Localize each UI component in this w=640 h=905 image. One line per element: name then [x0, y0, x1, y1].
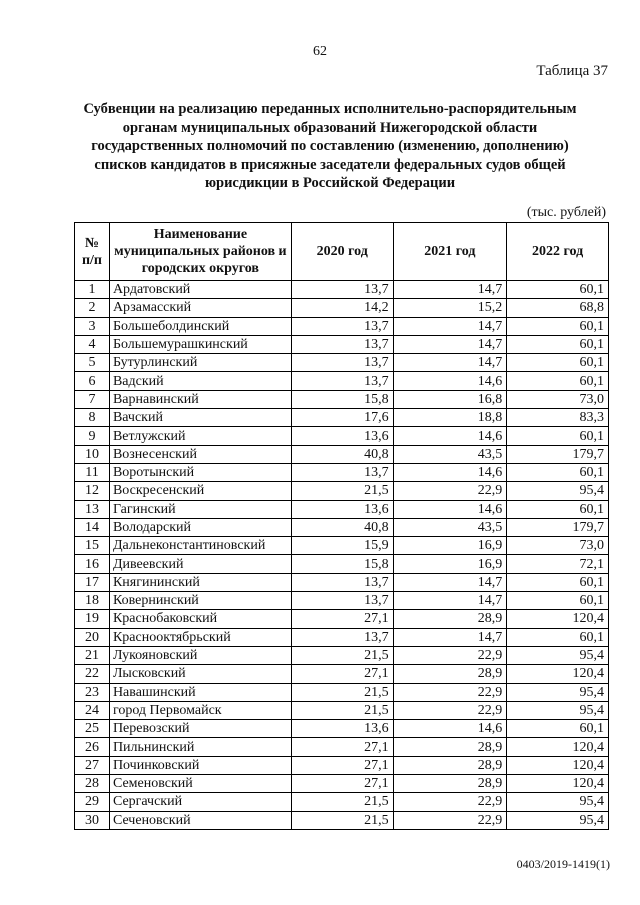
value-2022: 60,1 — [507, 372, 609, 390]
value-2022: 60,1 — [507, 354, 609, 372]
table-body — [75, 281, 609, 830]
value-2022: 95,4 — [507, 482, 609, 500]
district-name: Лукояновский — [109, 646, 291, 664]
value-2020: 21,5 — [291, 793, 393, 811]
value-2022: 60,1 — [507, 628, 609, 646]
district-name: Воскресенский — [109, 482, 291, 500]
district-name: Большемурашкинский — [109, 335, 291, 353]
district-name: Сеченовский — [109, 811, 291, 829]
header-2021: 2021 год — [393, 223, 507, 281]
value-2020: 13,6 — [291, 720, 393, 738]
district-name: Ковернинский — [109, 592, 291, 610]
value-2021: 14,7 — [393, 628, 507, 646]
value-2022: 179,7 — [507, 445, 609, 463]
value-2022: 120,4 — [507, 775, 609, 793]
table-row — [75, 646, 609, 664]
value-2020: 21,5 — [291, 482, 393, 500]
table-row — [75, 610, 609, 628]
value-2020: 13,7 — [291, 628, 393, 646]
row-number: 13 — [75, 500, 110, 518]
value-2022: 60,1 — [507, 335, 609, 353]
value-2022: 73,0 — [507, 537, 609, 555]
value-2021: 14,6 — [393, 463, 507, 481]
value-2022: 95,4 — [507, 646, 609, 664]
district-name: Пильнинский — [109, 738, 291, 756]
district-name: Вачский — [109, 409, 291, 427]
row-number: 20 — [75, 628, 110, 646]
district-name: Дивеевский — [109, 555, 291, 573]
header-name: Наименование муниципальных районов и городских округов — [109, 223, 291, 281]
table-row — [75, 335, 609, 353]
row-number: 5 — [75, 354, 110, 372]
table-row — [75, 720, 609, 738]
row-number: 26 — [75, 738, 110, 756]
value-2022: 95,4 — [507, 701, 609, 719]
row-number: 1 — [75, 281, 110, 299]
district-name: Княгининский — [109, 573, 291, 591]
value-2020: 14,2 — [291, 299, 393, 317]
value-2022: 95,4 — [507, 683, 609, 701]
value-2022: 120,4 — [507, 665, 609, 683]
value-2020: 13,7 — [291, 317, 393, 335]
value-2021: 22,9 — [393, 646, 507, 664]
value-2020: 27,1 — [291, 775, 393, 793]
district-name: город Первомайск — [109, 701, 291, 719]
district-name: Гагинский — [109, 500, 291, 518]
value-2021: 14,7 — [393, 354, 507, 372]
value-2020: 21,5 — [291, 701, 393, 719]
value-2020: 13,7 — [291, 354, 393, 372]
document-code: 0403/2019-1419(1) — [516, 857, 610, 871]
header-2022: 2022 год — [507, 223, 609, 281]
value-2022: 95,4 — [507, 793, 609, 811]
value-2022: 83,3 — [507, 409, 609, 427]
table-row — [75, 811, 609, 829]
table-row — [75, 793, 609, 811]
value-2022: 179,7 — [507, 518, 609, 536]
row-number: 24 — [75, 701, 110, 719]
row-number: 15 — [75, 537, 110, 555]
value-2021: 43,5 — [393, 445, 507, 463]
value-2020: 13,7 — [291, 573, 393, 591]
page-number: 62 — [313, 44, 327, 59]
value-2021: 14,6 — [393, 720, 507, 738]
value-2022: 60,1 — [507, 427, 609, 445]
district-name: Краснооктябрьский — [109, 628, 291, 646]
value-2022: 60,1 — [507, 281, 609, 299]
table-row — [75, 463, 609, 481]
table-row — [75, 683, 609, 701]
value-2022: 120,4 — [507, 610, 609, 628]
value-2021: 16,9 — [393, 555, 507, 573]
value-2021: 16,9 — [393, 537, 507, 555]
district-name: Навашинский — [109, 683, 291, 701]
table-row — [75, 445, 609, 463]
table-row — [75, 592, 609, 610]
value-2021: 14,7 — [393, 317, 507, 335]
district-name: Лысковский — [109, 665, 291, 683]
value-2020: 13,7 — [291, 592, 393, 610]
value-2020: 15,9 — [291, 537, 393, 555]
units-note: (тыс. рублей) — [526, 205, 606, 220]
value-2021: 22,9 — [393, 701, 507, 719]
row-number: 4 — [75, 335, 110, 353]
value-2020: 21,5 — [291, 811, 393, 829]
value-2022: 73,0 — [507, 390, 609, 408]
table-row — [75, 372, 609, 390]
value-2022: 68,8 — [507, 299, 609, 317]
value-2021: 16,8 — [393, 390, 507, 408]
district-name: Починковский — [109, 756, 291, 774]
value-2020: 13,6 — [291, 427, 393, 445]
district-name: Сергачский — [109, 793, 291, 811]
value-2022: 60,1 — [507, 573, 609, 591]
row-number: 3 — [75, 317, 110, 335]
district-name: Семеновский — [109, 775, 291, 793]
row-number: 11 — [75, 463, 110, 481]
row-number: 8 — [75, 409, 110, 427]
value-2022: 60,1 — [507, 592, 609, 610]
district-name: Воротынский — [109, 463, 291, 481]
value-2021: 28,9 — [393, 665, 507, 683]
value-2021: 14,7 — [393, 592, 507, 610]
value-2021: 22,9 — [393, 793, 507, 811]
table-row — [75, 775, 609, 793]
table-row — [75, 409, 609, 427]
document-title: Субвенции на реализацию переданных исполнительно-распорядительным органам муниципальных образований Нижегородской области государственных полномочий по составлению (изменению, дополнению) списков кандидатов в присяжные заседатели федеральных судов общей юрисдикции в Российской Федерации — [83, 101, 577, 191]
value-2021: 43,5 — [393, 518, 507, 536]
value-2021: 28,9 — [393, 756, 507, 774]
value-2020: 15,8 — [291, 555, 393, 573]
value-2021: 22,9 — [393, 482, 507, 500]
row-number: 28 — [75, 775, 110, 793]
row-number: 17 — [75, 573, 110, 591]
table-row — [75, 537, 609, 555]
value-2020: 21,5 — [291, 683, 393, 701]
district-name: Арзамасский — [109, 299, 291, 317]
district-name: Володарский — [109, 518, 291, 536]
table-row — [75, 500, 609, 518]
value-2021: 14,7 — [393, 573, 507, 591]
table-header-row — [75, 223, 609, 281]
value-2021: 28,9 — [393, 738, 507, 756]
table-row — [75, 665, 609, 683]
table-row — [75, 427, 609, 445]
row-number: 14 — [75, 518, 110, 536]
value-2021: 28,9 — [393, 775, 507, 793]
value-2021: 14,7 — [393, 335, 507, 353]
value-2022: 95,4 — [507, 811, 609, 829]
value-2021: 14,7 — [393, 281, 507, 299]
row-number: 19 — [75, 610, 110, 628]
row-number: 16 — [75, 555, 110, 573]
value-2020: 15,8 — [291, 390, 393, 408]
value-2021: 22,9 — [393, 683, 507, 701]
value-2021: 14,6 — [393, 372, 507, 390]
value-2021: 15,2 — [393, 299, 507, 317]
district-name: Краснобаковский — [109, 610, 291, 628]
value-2020: 27,1 — [291, 665, 393, 683]
header-2020: 2020 год — [291, 223, 393, 281]
district-name: Варнавинский — [109, 390, 291, 408]
table-row — [75, 701, 609, 719]
table-row — [75, 482, 609, 500]
value-2021: 22,9 — [393, 811, 507, 829]
table-label: Таблица 37 — [536, 63, 608, 79]
district-name: Бутурлинский — [109, 354, 291, 372]
value-2022: 120,4 — [507, 756, 609, 774]
subsidies-table — [74, 222, 609, 830]
row-number: 7 — [75, 390, 110, 408]
table-row — [75, 555, 609, 573]
value-2022: 60,1 — [507, 500, 609, 518]
row-number: 9 — [75, 427, 110, 445]
row-number: 23 — [75, 683, 110, 701]
row-number: 30 — [75, 811, 110, 829]
value-2020: 13,7 — [291, 372, 393, 390]
row-number: 2 — [75, 299, 110, 317]
table-row — [75, 390, 609, 408]
table-row — [75, 756, 609, 774]
value-2020: 13,6 — [291, 500, 393, 518]
table-row — [75, 281, 609, 299]
district-name: Ветлужский — [109, 427, 291, 445]
value-2021: 18,8 — [393, 409, 507, 427]
row-number: 21 — [75, 646, 110, 664]
value-2021: 14,6 — [393, 427, 507, 445]
row-number: 27 — [75, 756, 110, 774]
value-2020: 13,7 — [291, 335, 393, 353]
district-name: Вадский — [109, 372, 291, 390]
table-row — [75, 573, 609, 591]
value-2020: 13,7 — [291, 463, 393, 481]
district-name: Дальнеконстантиновский — [109, 537, 291, 555]
table-row — [75, 354, 609, 372]
row-number: 10 — [75, 445, 110, 463]
row-number: 22 — [75, 665, 110, 683]
value-2022: 60,1 — [507, 317, 609, 335]
table-row — [75, 317, 609, 335]
table-row — [75, 628, 609, 646]
value-2020: 13,7 — [291, 281, 393, 299]
value-2022: 60,1 — [507, 463, 609, 481]
row-number: 29 — [75, 793, 110, 811]
header-num: № п/п — [75, 223, 110, 281]
value-2022: 120,4 — [507, 738, 609, 756]
district-name: Перевозский — [109, 720, 291, 738]
value-2020: 27,1 — [291, 738, 393, 756]
table-row — [75, 299, 609, 317]
value-2021: 28,9 — [393, 610, 507, 628]
table-row — [75, 738, 609, 756]
value-2020: 21,5 — [291, 646, 393, 664]
row-number: 25 — [75, 720, 110, 738]
value-2020: 27,1 — [291, 756, 393, 774]
value-2020: 17,6 — [291, 409, 393, 427]
value-2020: 27,1 — [291, 610, 393, 628]
row-number: 6 — [75, 372, 110, 390]
value-2020: 40,8 — [291, 445, 393, 463]
row-number: 12 — [75, 482, 110, 500]
value-2022: 72,1 — [507, 555, 609, 573]
district-name: Ардатовский — [109, 281, 291, 299]
district-name: Вознесенский — [109, 445, 291, 463]
district-name: Большеболдинский — [109, 317, 291, 335]
table-row — [75, 518, 609, 536]
value-2021: 14,6 — [393, 500, 507, 518]
value-2022: 60,1 — [507, 720, 609, 738]
row-number: 18 — [75, 592, 110, 610]
value-2020: 40,8 — [291, 518, 393, 536]
